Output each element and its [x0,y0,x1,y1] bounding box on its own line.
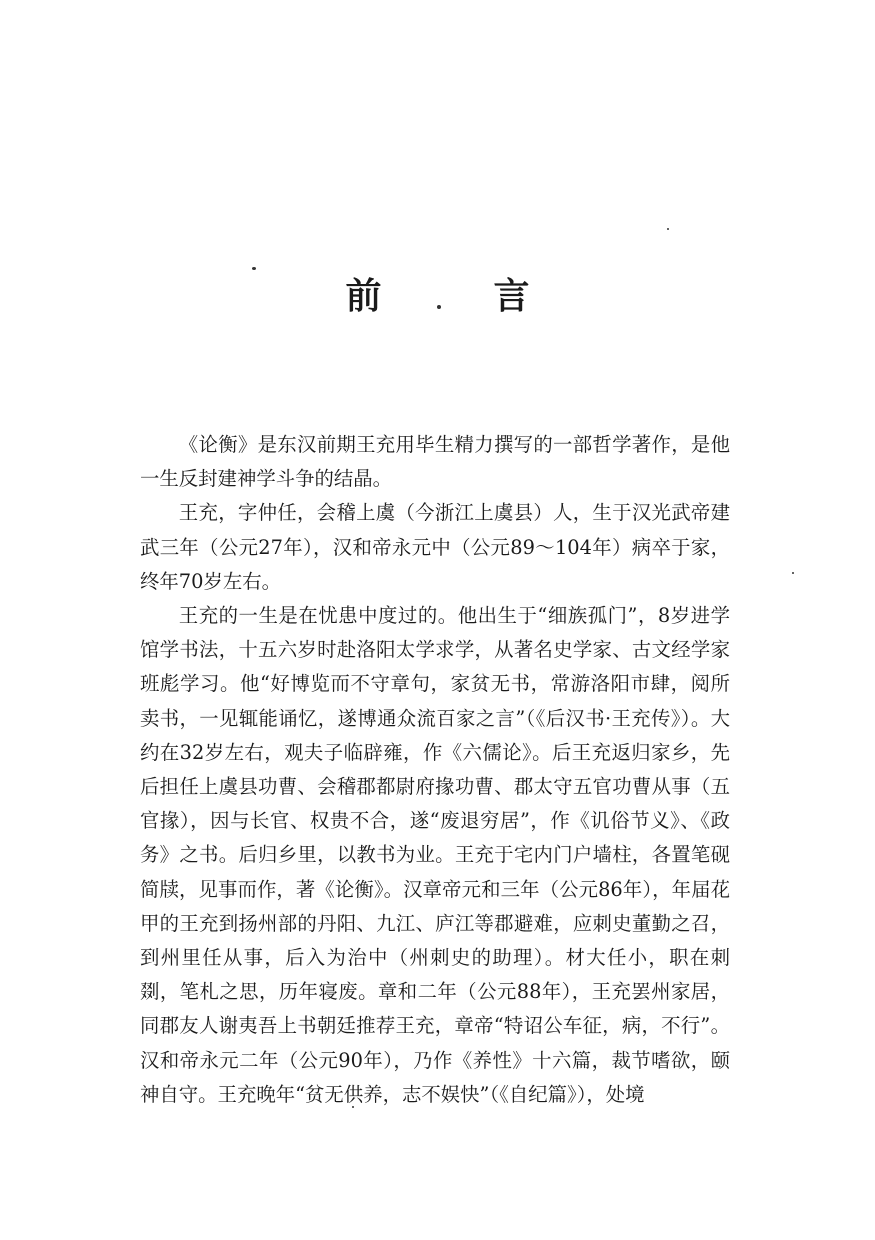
paragraph-1: 《论衡》是东汉前期王充用毕生精力撰写的一部哲学著作，是他一生反封建神学斗争的结晶。 [140,433,730,491]
page-title [0,272,875,322]
scan-speck [252,267,256,270]
scan-speck [437,305,441,309]
title-char-2: 言 [493,276,530,317]
scan-speck [352,1106,354,1108]
body-text [140,428,730,1112]
scan-speck [792,572,794,574]
scan-speck [667,228,669,230]
paragraph-2: 王充，字仲任，会稽上虞（今浙江上虞县）人，生于汉光武帝建武三年（公元27年），汉和帝永元中（公元89～104年）病卒于家，终年70岁左右。 [140,501,730,593]
title-char-1: 前 [345,276,382,317]
paragraph-3: 王充的一生是在忧患中度过的。他出生于“细族孤门”，8岁进学馆学书法，十五六岁时赴洛阳太学求学，从著名史学家、古文经学家班彪学习。他“好博览而不守章句，家贫无书，常游洛阳市肆，阅所卖书，一见辄能诵忆，遂博通众流百家之言”（《后汉书·王充传》）。大约在32岁左右，观夫子临辟雍，作《六儒论》。后王充返归家乡，先后担任上虞县功曹、会稽郡都尉府掾功曹、郡太守五官功曹从事（五官掾），因与长官、权贵不合，遂“废退穷居”，作《讥俗节义》、《政务》之书。后归乡里，以教书为业。王充于宅内门户墙柱，各置笔砚简牍，见事而作，著《论衡》。汉章帝元和三年（公元86年），年届花甲的王充到扬州部的丹阳、九江、庐江等郡避难，应刺史董勤之召，到州里任从事，后入为治中（州刺史的助理）。材大任小，职在刺剟，笔札之思，历年寝废。章和二年（公元88年），王充罢州家居，同郡友人谢夷吾上书朝廷推荐王充，章帝“特诏公车征，病，不行”。汉和帝永元二年（公元90年），乃作《养性》十六篇，裁节嗜欲，颐神自守。王充晚年“贫无供养，志不娱快”（《自纪篇》），处境 [140,604,730,1106]
